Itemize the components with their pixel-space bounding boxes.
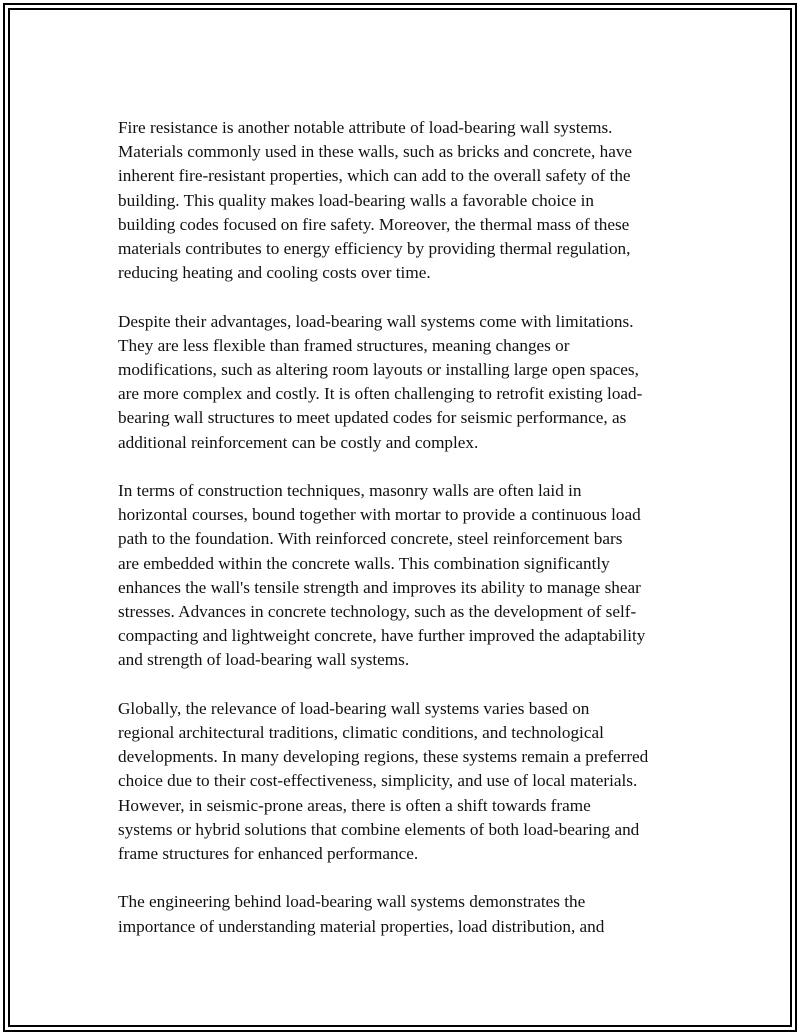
- text-line: are embedded within the concrete walls. This combination significantly: [118, 553, 610, 573]
- text-line: building. This quality makes load-bearing walls a favorable choice in: [118, 190, 595, 210]
- text-line: frame structures for enhanced performance.: [118, 844, 419, 864]
- text-line: In terms of construction techniques, masonry walls are often laid in: [118, 481, 582, 501]
- text-line: inherent fire-resistant properties, which can add to the overall safety of the: [118, 166, 631, 186]
- paragraph-construction-techniques: [118, 479, 690, 673]
- text-line: choice due to their cost-effectiveness, simplicity, and use of local materials.: [118, 771, 638, 791]
- text-line: However, in seismic-prone areas, there is often a shift towards frame: [118, 795, 591, 815]
- text-line: systems or hybrid solutions that combine elements of both load-bearing and: [118, 819, 640, 839]
- text-line: modifications, such as altering room layouts or installing large open spaces,: [118, 360, 639, 380]
- text-line: Globally, the relevance of load-bearing wall systems varies based on: [118, 698, 590, 718]
- text-line: and strength of load-bearing wall systems.: [118, 650, 410, 670]
- text-line: Despite their advantages, load-bearing wall systems come with limitations.: [118, 311, 634, 331]
- paragraph-limitations: [118, 310, 690, 455]
- text-line: horizontal courses, bound together with mortar to provide a continuous load: [118, 505, 641, 525]
- document-body: [118, 116, 690, 963]
- text-line: reducing heating and cooling costs over time.: [118, 263, 431, 283]
- paragraph-global-relevance: [118, 697, 690, 866]
- paragraph-fire-resistance: [118, 116, 690, 285]
- text-line: developments. In many developing regions, these systems remain a preferred: [118, 747, 649, 767]
- text-line: regional architectural traditions, climatic conditions, and technological: [118, 723, 604, 743]
- text-line: bearing wall structures to meet updated codes for seismic performance, as: [118, 408, 627, 428]
- text-line: enhances the wall's tensile strength and improves its ability to manage shear: [118, 577, 641, 597]
- text-line: compacting and lightweight concrete, have further improved the adaptability: [118, 626, 646, 646]
- text-line: The engineering behind load-bearing wall systems demonstrates the: [118, 892, 586, 912]
- text-line: They are less flexible than framed structures, meaning changes or: [118, 335, 570, 355]
- text-line: are more complex and costly. It is often challenging to retrofit existing load-: [118, 384, 643, 404]
- text-line: Materials commonly used in these walls, such as bricks and concrete, have: [118, 142, 633, 162]
- text-line: importance of understanding material properties, load distribution, and: [118, 916, 605, 936]
- text-line: building codes focused on fire safety. Moreover, the thermal mass of these: [118, 214, 630, 234]
- text-line: path to the foundation. With reinforced concrete, steel reinforcement bars: [118, 529, 623, 549]
- paragraph-engineering: [118, 890, 690, 938]
- text-line: stresses. Advances in concrete technology, such as the development of self-: [118, 602, 637, 622]
- text-line: Fire resistance is another notable attribute of load-bearing wall systems.: [118, 118, 613, 137]
- text-line: additional reinforcement can be costly and complex.: [118, 432, 479, 452]
- text-line: materials contributes to energy efficiency by providing thermal regulation,: [118, 239, 631, 259]
